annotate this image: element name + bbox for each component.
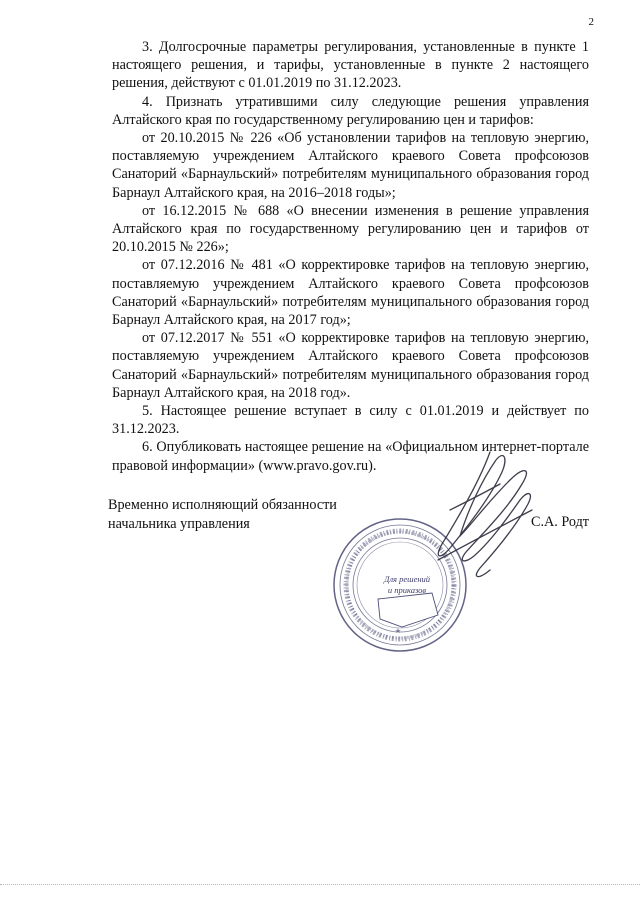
signatory-title <box>108 496 337 533</box>
repealed-decision-481: от 07.12.2016 № 481 «О корректировке тарифов на тепловую энергию, поставляемую учреждением Алтайского краевого Совета профсоюзов Санаторий «Барнаульский» потребителям муниципального образования город Барнаул Алтайского края, на 2017 год»; <box>112 257 589 329</box>
signatory-name: С.А. Родт <box>531 514 589 530</box>
repealed-decision-226: от 20.10.2015 № 226 «Об установлении тарифов на тепловую энергию, поставляемую учреждением Алтайского краевого Совета профсоюзов Санаторий «Барнаульский» потребителям муниципального образования город Барнаул Алтайского края, на 2016–2018 годы»; <box>112 130 589 201</box>
repealed-decision-688: от 16.12.2015 № 688 «О внесении изменения в решение управления Алтайского края по государственному регулированию цен и тарифов от 20.10.2015 № 226»; <box>112 202 589 256</box>
document-body <box>112 38 589 475</box>
repealed-decision-551: от 07.12.2017 № 551 «О корректировке тарифов на тепловую энергию, поставляемую учреждением Алтайского краевого Совета профсоюзов Санаторий «Барнаульский» потребителям муниципального образования город Барнаул Алтайского края, на 2018 год». <box>112 330 589 401</box>
paragraph-item-5: 5. Настоящее решение вступает в силу с 01.01.2019 и действует по 31.12.2023. <box>112 403 589 438</box>
page-bottom-divider <box>0 884 640 885</box>
page-number: 2 <box>588 16 594 28</box>
signatory-title-line2: начальника управления <box>108 515 250 532</box>
stamp-label-line1: Для решений <box>383 574 431 584</box>
paragraph-item-4: 4. Признать утратившими силу следующие решения управления Алтайского края по государственному регулированию цен и тарифов: <box>112 93 589 128</box>
paragraph-item-6: 6. Опубликовать настоящее решение на «Официальном интернет-портале правовой информации» (www.pravo.gov.ru). <box>112 439 589 474</box>
paragraph-item-3: 3. Долгосрочные параметры регулирования, установленные в пункте 1 настоящего решения, и тарифы, установленные в пункте 2 настоящего решения, действуют с 01.01.2019 по 31.12.2023. <box>112 39 589 92</box>
signatory-title-line1: Временно исполняющий обязанности <box>108 497 337 513</box>
stamp-label-line2: и приказов <box>387 585 427 595</box>
